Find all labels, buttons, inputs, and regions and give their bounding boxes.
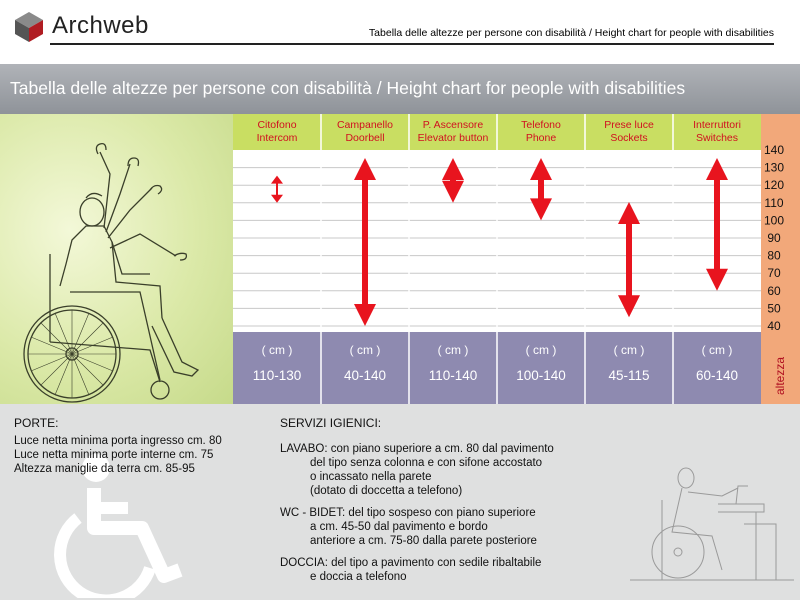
category-label-it: Campanello (336, 119, 394, 131)
category-label-en: Intercom (256, 132, 298, 144)
porte-title: PORTE: (14, 416, 59, 430)
unit-label: ( cm ) (701, 343, 733, 357)
y-tick-label: 80 (767, 248, 781, 263)
wc-line: anteriore a cm. 75-80 dalla parete posteriore (310, 535, 537, 547)
category-label-en: Doorbell (345, 132, 385, 144)
doccia-line: DOCCIA: del tipo a pavimento con sedile ribaltabile (280, 557, 542, 569)
range-chart-svg (233, 114, 800, 404)
y-tick-label: 70 (767, 266, 781, 281)
category-label-en: Phone (525, 132, 557, 144)
brand-name: Archweb (52, 12, 149, 39)
category-label-it: P. Ascensore (422, 119, 484, 131)
notes-section (0, 404, 800, 600)
range-label: 100-140 (516, 368, 566, 383)
category-label-it: Citofono (257, 119, 297, 131)
category-label-en: Elevator button (417, 132, 489, 144)
lavabo-line: LAVABO: con piano superiore a cm. 80 dal pavimento (280, 443, 554, 455)
range-label: 110-130 (252, 368, 302, 383)
header-title: Tabella delle altezze per persone con disabilità / Height chart for people with disabilities (368, 27, 774, 39)
lavabo-line: (dotato di doccetta a telefono) (310, 485, 463, 497)
lavabo-line: del tipo senza colonna e con sifone accostato (310, 457, 543, 469)
range-label: 40-140 (343, 368, 387, 383)
category-label-en: Sockets (610, 132, 648, 144)
y-tick-label: 50 (767, 301, 781, 316)
wheelchair-user-reach-icon (0, 114, 233, 404)
unit-label: ( cm ) (349, 343, 381, 357)
category-label-it: Prese luce (604, 119, 654, 131)
range-label: 45-115 (608, 368, 650, 383)
height-chart (233, 114, 800, 404)
y-tick-label: 110 (764, 195, 784, 210)
unit-label: ( cm ) (613, 343, 645, 357)
banner-title: Tabella delle altezze per persone con disabilità / Height chart for people with disabilities (10, 78, 686, 98)
lavabo-line: o incassato nella parete (310, 471, 432, 483)
y-tick-label: 100 (763, 213, 785, 228)
range-label: 110-140 (428, 368, 478, 383)
porte-line: Altezza maniglie da terra cm. 85-95 (14, 463, 195, 475)
archweb-logo-icon (12, 10, 46, 44)
servizi-title: SERVIZI IGIENICI: (280, 416, 382, 430)
wheelchair-illustration-panel (0, 114, 233, 404)
doccia-line: e doccia a telefono (310, 571, 407, 583)
porte-line: Luce netta minima porta ingresso cm. 80 (14, 435, 222, 447)
unit-label: ( cm ) (437, 343, 469, 357)
category-label-it: Telefono (521, 119, 561, 131)
category-label-en: Switches (695, 132, 739, 144)
y-tick-label: 140 (763, 143, 785, 157)
y-tick-label: 120 (763, 178, 785, 193)
category-label-it: Interruttori (693, 119, 741, 131)
y-tick-label: 60 (767, 283, 781, 298)
header-divider (50, 43, 774, 45)
unit-label: ( cm ) (525, 343, 557, 357)
page-header (0, 0, 800, 64)
y-tick-label: 40 (767, 319, 781, 333)
y-tick-label: 90 (767, 231, 781, 245)
unit-label: ( cm ) (261, 343, 293, 357)
range-label: 60-140 (695, 368, 739, 383)
y-tick-label: 130 (763, 160, 785, 175)
wc-line: WC - BIDET: del tipo sospeso con piano superiore (280, 507, 536, 519)
porte-line: Luce netta minima porte interne cm. 75 (14, 449, 214, 461)
bathroom-wheelchair-user-icon (626, 404, 796, 584)
title-banner (0, 64, 800, 114)
wc-line: a cm. 45-50 dal pavimento e bordo (310, 521, 488, 533)
y-axis-label: altezza (773, 356, 787, 396)
